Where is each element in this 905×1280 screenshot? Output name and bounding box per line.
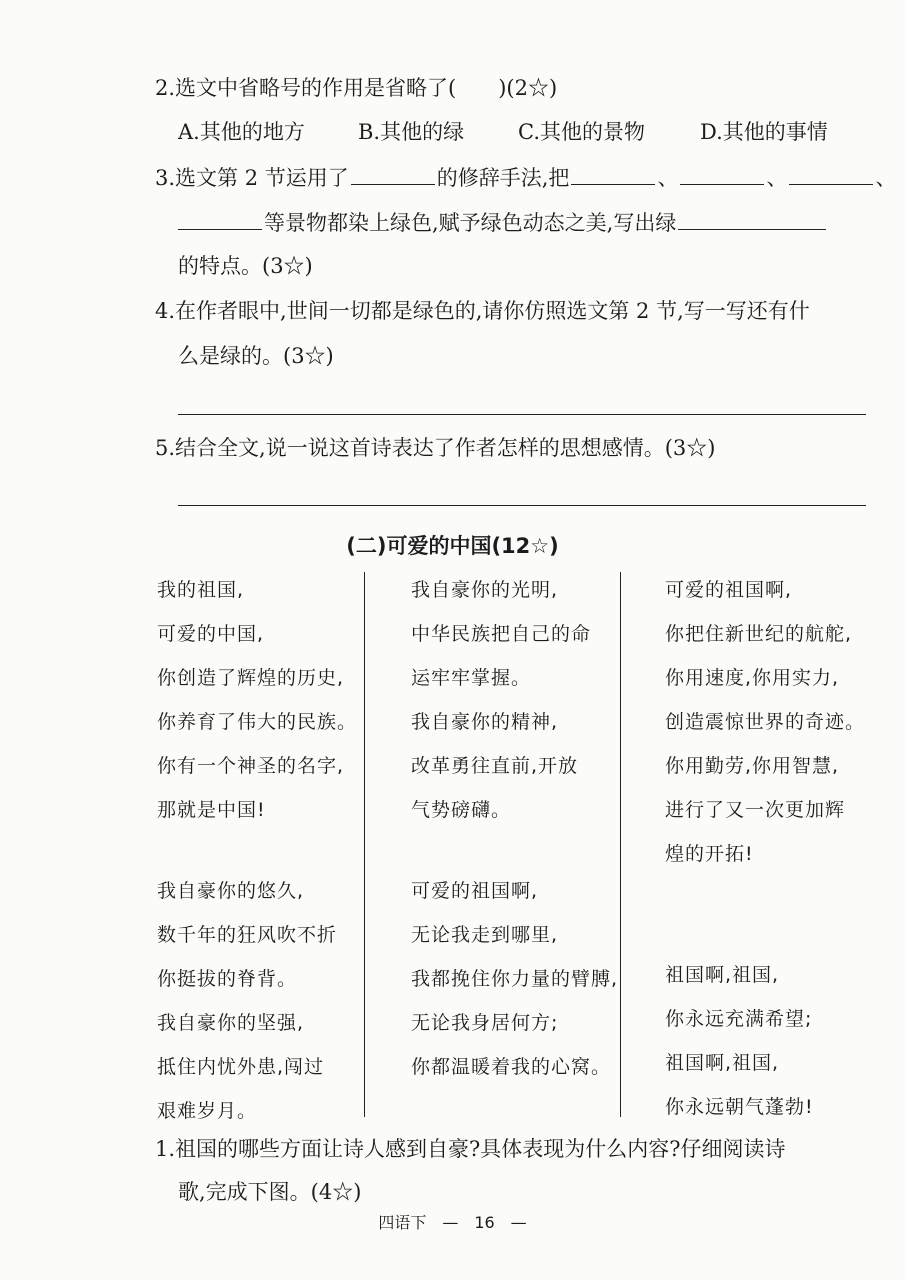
q3-sep-3: 、	[875, 166, 897, 190]
page-footer: 四语下 — 16 —	[378, 1213, 527, 1232]
question-bottom-line-2: 歌,完成下图。(4☆)	[178, 1180, 362, 1204]
poem-line: 改革勇往直前,开放	[411, 755, 579, 777]
poem-line: 你把住新世纪的航舵,	[665, 623, 853, 645]
q3-blank-scene-4[interactable]	[178, 207, 262, 230]
question-4-line-2: 么是绿的。(3☆)	[178, 344, 334, 368]
poem-line: 祖国啊,祖国,	[665, 964, 780, 986]
option-d: D.其他的事情	[700, 120, 828, 144]
q3-text-1: 3.选文第 2 节运用了	[155, 166, 349, 190]
poem-line: 你用速度,你用实力,	[665, 667, 840, 689]
option-b: B.其他的绿	[358, 120, 465, 144]
q3-text-3: 等景物都染上绿色,赋予绿色动态之美,写出绿	[264, 211, 677, 235]
poem-column-3	[665, 577, 865, 1124]
column-divider-1	[364, 572, 365, 1117]
poem-line: 我都挽住你力量的臂膊,	[411, 968, 619, 990]
poem-line: 创造震惊世界的奇迹。	[665, 711, 866, 733]
q3-blank-scene-3[interactable]	[789, 162, 873, 185]
poem-line: 运牢牢掌握。	[411, 667, 532, 689]
q3-blank-scene-1[interactable]	[571, 162, 655, 185]
poem-line: 那就是中国!	[157, 799, 266, 821]
poem-line	[665, 885, 865, 922]
question-3-line-2	[178, 207, 828, 237]
poem-line: 可爱的中国,	[157, 623, 265, 645]
poem-line	[665, 922, 865, 962]
poem-line: 祖国啊,祖国,	[665, 1052, 780, 1074]
poem-line: 你永远充满希望;	[665, 1008, 813, 1030]
poem-line: 煌的开拓!	[665, 843, 754, 865]
q3-text-2: 的修辞手法,把	[436, 166, 570, 190]
poem-line	[411, 841, 618, 878]
q3-sep-2: 、	[766, 166, 788, 190]
poem-line	[157, 841, 357, 878]
option-c: C.其他的景物	[518, 120, 645, 144]
poem-line: 无论我走到哪里,	[411, 924, 559, 946]
poem-line: 抵住内忧外患,闯过	[157, 1056, 325, 1078]
poem-column-2	[411, 577, 618, 1098]
q5-answer-line[interactable]	[178, 505, 866, 506]
poem-line: 气势磅礴。	[411, 799, 512, 821]
question-5-line-1: 5.结合全文,说一说这首诗表达了作者怎样的思想感情。(3☆)	[155, 436, 716, 460]
question-2-stem: 2.选文中省略号的作用是省略了( )(2☆)	[155, 76, 558, 100]
q4-answer-line[interactable]	[178, 414, 866, 415]
poem-line: 无论我身居何方;	[411, 1012, 559, 1034]
poem-line: 你创造了辉煌的历史,	[157, 667, 345, 689]
column-divider-2	[620, 572, 621, 1117]
poem-line: 你养育了伟大的民族。	[157, 711, 358, 733]
poem-line: 艰难岁月。	[157, 1100, 258, 1122]
poem-line: 我自豪你的光明,	[411, 579, 559, 601]
poem-line: 可爱的祖国啊,	[411, 880, 539, 902]
poem-line: 我自豪你的精神,	[411, 711, 559, 733]
section-title: (二)可爱的中国(12☆)	[346, 534, 559, 558]
question-4-line-1: 4.在作者眼中,世间一切都是绿色的,请你仿照选文第 2 节,写一写还有什	[155, 299, 810, 323]
poem-line: 进行了又一次更加辉	[665, 799, 846, 821]
poem-line: 中华民族把自己的命	[411, 623, 592, 645]
poem-line: 你有一个神圣的名字,	[157, 755, 345, 777]
poem-line: 我自豪你的坚强,	[157, 1012, 305, 1034]
poem-line: 可爱的祖国啊,	[665, 579, 793, 601]
q3-sep-1: 、	[657, 166, 679, 190]
poem-column-1	[157, 577, 357, 1128]
q3-blank-scene-2[interactable]	[680, 162, 764, 185]
q3-blank-rhetoric[interactable]	[351, 162, 435, 185]
question-3-line-3: 的特点。(3☆)	[178, 254, 313, 278]
option-a: A.其他的地方	[178, 120, 305, 144]
poem-line: 我自豪你的悠久,	[157, 880, 305, 902]
poem-line: 我的祖国,	[157, 579, 245, 601]
poem-line: 你都温暖着我的心窝。	[411, 1056, 612, 1078]
q3-blank-feature[interactable]	[678, 207, 826, 230]
question-3-line-1	[155, 162, 896, 192]
poem-line: 你用勤劳,你用智慧,	[665, 755, 840, 777]
question-bottom-line-1: 1.祖国的哪些方面让诗人感到自豪?具体表现为什么内容?仔细阅读诗	[155, 1137, 786, 1161]
poem-line: 你挺拔的脊背。	[157, 968, 298, 990]
poem-line: 数千年的狂风吹不折	[157, 924, 338, 946]
poem-line: 你永远朝气蓬勃!	[665, 1096, 814, 1118]
